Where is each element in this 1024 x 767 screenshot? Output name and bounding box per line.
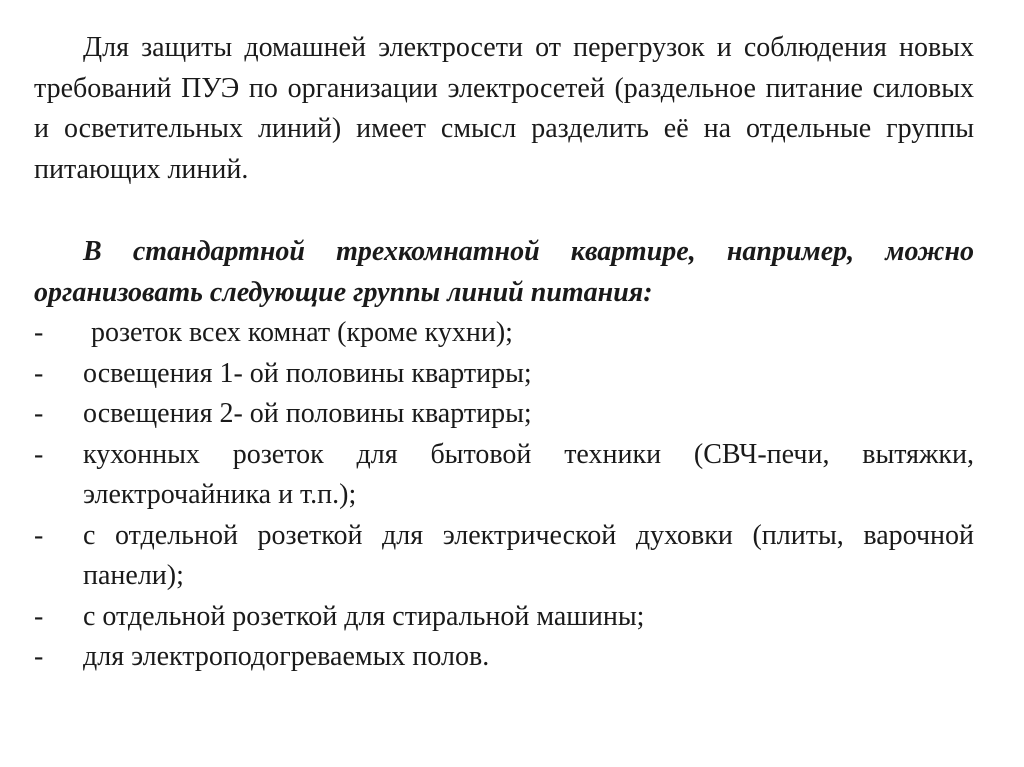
bullet-dash: - bbox=[34, 519, 44, 551]
bullet-dash: - bbox=[34, 438, 44, 470]
bullet-dash: - bbox=[34, 357, 44, 389]
list-item-text: с отдельной розеткой для электрической духовки (плиты, варочной панели); bbox=[83, 519, 974, 591]
list-item bbox=[34, 516, 974, 597]
list-item bbox=[34, 394, 974, 435]
list-item bbox=[34, 313, 974, 354]
list-item-text: с отдельной розеткой для стиральной машины; bbox=[83, 600, 645, 632]
groups-list bbox=[34, 313, 974, 678]
list-item-text: освещения 1- ой половины квартиры; bbox=[83, 357, 532, 389]
list-item-text: освещения 2- ой половины квартиры; bbox=[83, 398, 532, 429]
bullet-dash: - bbox=[34, 600, 44, 632]
slide-content bbox=[34, 28, 974, 678]
groups-subheading: В стандартной трехкомнатной квартире, например, можно организовать следующие группы линий питания: bbox=[34, 236, 974, 308]
list-item bbox=[34, 354, 974, 395]
bullet-dash: - bbox=[34, 317, 44, 348]
paragraph-spacer bbox=[34, 190, 974, 232]
list-item-text: для электроподогреваемых полов. bbox=[83, 641, 490, 672]
bullet-dash: - bbox=[34, 641, 44, 672]
list-item-text: розеток всех комнат (кроме кухни); bbox=[91, 317, 513, 348]
list-item bbox=[34, 597, 974, 638]
list-item bbox=[34, 435, 974, 516]
bullet-dash: - bbox=[34, 398, 44, 429]
intro-paragraph: Для защиты домашней электросети от перегрузок и соблюдения новых требований ПУЭ по организации электросетей (раздельное питание силовых и осветительных линий) имеет смысл разделить её на отдельные группы питающих линий. bbox=[34, 32, 974, 185]
list-item-text: кухонных розеток для бытовой техники (СВЧ-печи, вытяжки, электрочайника и т.п.); bbox=[83, 438, 974, 510]
list-item bbox=[34, 637, 974, 678]
